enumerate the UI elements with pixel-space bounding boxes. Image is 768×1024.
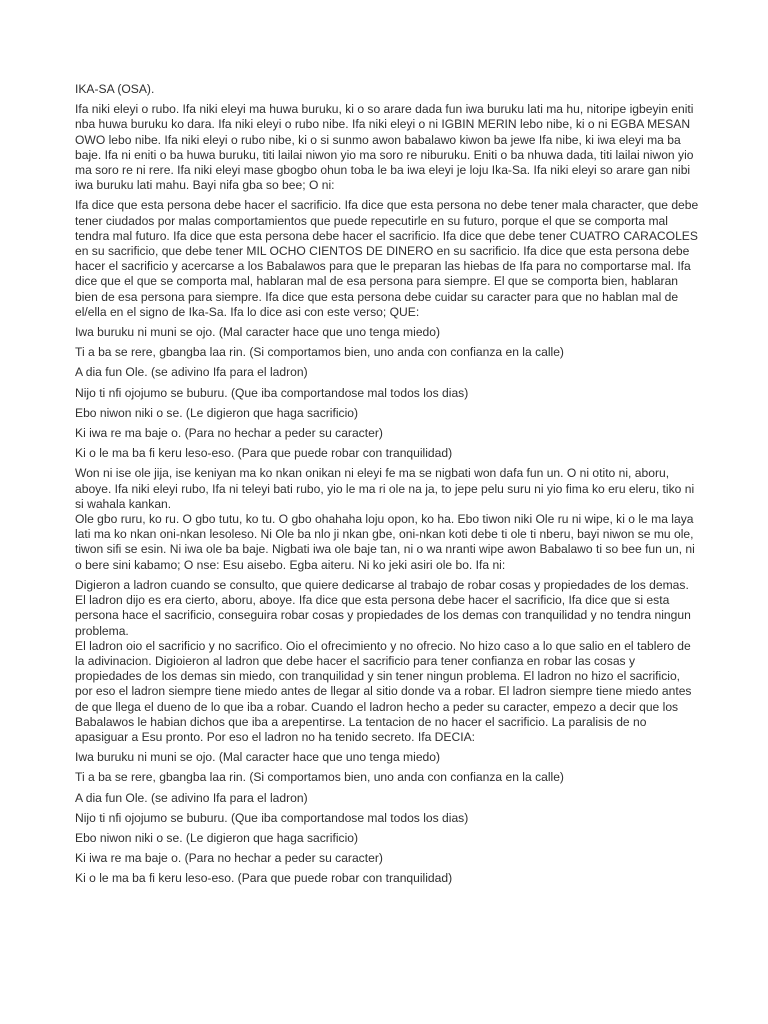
verse-repeat-line-1: Iwa buruku ni muni se ojo. (Mal caracter hace que uno tenga miedo) xyxy=(75,750,441,765)
verse-line-7: Ki o le ma ba fi keru leso-eso. (Para que puede robar con tranquilidad) xyxy=(75,446,453,461)
paragraph-yoruba-story: Won ni ise ole jija, ise keniyan ma ko nkan onikan ni eleyi fe ma se nigbati won dafa fun un. O ni otito ni, aboru, aboye. Ifa niki eleyi rubo, Ifa ni teleyi bati rubo, yio le ma ri ole na ja, to jepe pelu suru ni yio fima ko eru eleru, tiko ni si wahala kankan. Ole gbo ruru, ko ru. O gbo tutu, ko tu. O gbo ohahaha loju opon, ko ha. Ebo tiwon niki Ole ru ni wipe, ki o le ma laya lati ma ko nkan oni-nkan lesoleso. Ni Ole ba nlo ji nkan gbe, oni-nkan koti debe ti ole ti nberu, bayi niwon se mu ole, tiwon sifi se esin. Ni iwa ole ba baje. Nigbati iwa ole baje tan, ni o wa nranti wipe awon Babalawo ti so bee fun un, ni o bere sini kabamo; O nse: Esu aisebo. Egba aiteru. Ni ko jeki asiri ole bo. Ifa ni: xyxy=(75,466,695,572)
paragraph-yoruba-intro: Ifa niki eleyi o rubo. Ifa niki eleyi ma huwa buruku, ki o so arare dada fun iwa buruku lati ma hu, nitoripe igbeyin eniti nba huwa buruku ko dara. Ifa niki eleyi o rubo nibe. Ifa niki eleyi o ni IGBIN MERIN lebo nibe, ki o ni EGBA MESAN OWO lebo nibe. Ifa niki eleyi o rubo nibe, ki o si sunmo awon babalawo kiwon ba jewe Ifa nibe, ki iwa eleyi ma ba baje. Ifa ni eniti o ba huwa buruku, titi lailai niwon yio ma soro re niburuku. Eniti o ba nhuwa dada, titi lailai niwon yio ma soro re ni rere. Ifa niki eleyi mase gbogbo ohun toba le ba iwa eleyi je loju Ika-Sa. Ifa niki eleyi so arare gan nibi iwa buruku lati mahu. Bayi nifa gba so bee; O ni: xyxy=(75,102,694,193)
paragraph-spanish-intro: Ifa dice que esta persona debe hacer el sacrificio. Ifa dice que esta persona no debe tener mala character, que debe tener ciudados por malas comportamientos que puede repecutirle en su futuro, porque el que se comporta mal tendra mal futuro. Ifa dice que esta persona debe hacer el sacrificio. Ifa dice que debe tener CUATRO CARACOLES en su sacrificio, que debe tener MIL OCHO CIENTOS DE DINERO en su sacrificio. Ifa dice que esta persona debe hacer el sacrificio y acercarse a los Babalawos para que le preparan las hiebas de Ifa para no comportarse mal. Ifa dice que el que se comporta mal, hablaran mal de esa persona para siempre. El que se comporta bien, hablaran bien de esa persona para siempre. Ifa dice que esta persona debe cuidar su caracter para que no hablan mal de el/ella en el signo de Ika-Sa. Ifa lo dice asi con este verso; QUE: xyxy=(75,198,699,319)
verse-line-4: Nijo ti nfi ojojumo se buburu. (Que iba comportandose mal todos los dias) xyxy=(75,385,469,400)
paragraph-spanish-story: Digieron a ladron cuando se consulto, que quiere dedicarse al trabajo de robar cosas y propiedades de los demas. El ladron dijo es era cierto, aboru, aboye. Ifa dice que esta persona debe hacer el sacrificio, Ifa dice que si esta persona hace el sacrificio, conseguira robar cosas y propiedades de los demas con tranquilidad y no tendra ningun problema. El ladron oio el sacrificio y no sacrifico. Oio el ofrecimiento y no ofrecio. No hizo caso a lo que salio en el tablero de la adivinacion. Digioieron al ladron que debe hacer el sacrificio para tener confianza en robar las cosas y propiedades de los demas sin miedo, con tranquilidad y sin tener ningun problema. El ladron no hizo el sacrificio, por eso el ladron siempre tiene miedo antes de llegar al sitio donde va a robar. El ladron siempre tiene miedo antes de que llega el dueno de lo que iba a robar. Cuando el ladron hecho a peder su caracter, empezo a decir que los Babalawos le habian dichos que iba a arepentirse. La tentacion de no hacer el sacrificio. La paralisis de no apasiguar a Esu pronto. Por eso el ladron no ha tenido secreto. Ifa DECIA: xyxy=(75,577,692,744)
verse-repeat-line-4: Nijo ti nfi ojojumo se buburu. (Que iba comportandose mal todos los dias) xyxy=(75,810,469,825)
verse-repeat-line-6: Ki iwa re ma baje o. (Para no hechar a peder su caracter) xyxy=(75,851,383,866)
verse-line-3: A dia fun Ole. (se adivino Ifa para el ladron) xyxy=(75,365,308,380)
verse-line-1: Iwa buruku ni muni se ojo. (Mal caracter hace que uno tenga miedo) xyxy=(75,325,441,340)
verse-repeat-line-2: Ti a ba se rere, gbangba laa rin. (Si comportamos bien, uno anda con confianza en la calle) xyxy=(75,770,564,785)
verse-line-5: Ebo niwon niki o se. (Le digieron que haga sacrificio) xyxy=(75,405,359,420)
verse-repeat-line-5: Ebo niwon niki o se. (Le digieron que haga sacrificio) xyxy=(75,830,359,845)
verse-repeat-line-7: Ki o le ma ba fi keru leso-eso. (Para que puede robar con tranquilidad) xyxy=(75,871,453,886)
verse-repeat-line-3: A dia fun Ole. (se adivino Ifa para el ladron) xyxy=(75,790,308,805)
verse-line-2: Ti a ba se rere, gbangba laa rin. (Si comportamos bien, uno anda con confianza en la calle) xyxy=(75,345,564,360)
verse-line-6: Ki iwa re ma baje o. (Para no hechar a peder su caracter) xyxy=(75,426,383,441)
document-title: IKA-SA (OSA). xyxy=(75,82,155,96)
